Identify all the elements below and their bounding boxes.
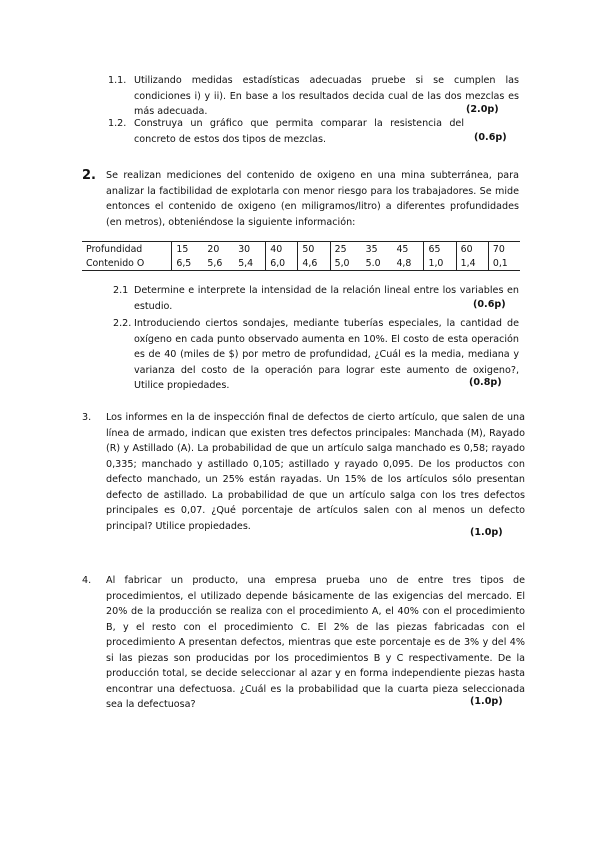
table-cell: 45 [392, 242, 424, 257]
question-4-text: Al fabricar un producto, una empresa prueba uno de entre tres tipos de procedimientos, el utilizado depende básicamente de las exigencias del mercado. El 20% de la producción se realiza con el procedimiento A, el 40% con el procedimiento B, y el resto con el procedimiento C. El 2% de las piezas fabricadas con el procedimiento A presentan defectos, mientras que este porcentaje es de 3% y del 4% si las piezas son producidas por los procedimientos B y C respectivamente. De la producción total, se decide seleccionar al azar y en forma independiente piezas hasta encontrar una defectuosa. ¿Cuál es la probabilidad que la cuarta pieza seleccionada sea la defectuosa? [106, 575, 525, 710]
table-cell: 65 [424, 242, 456, 257]
table-cell: 1,4 [456, 256, 488, 271]
table-cell: 20 [203, 242, 234, 257]
item-1-1-text: Utilizando medidas estadísticas adecuadas pruebe si se cumplen las condiciones i) y ii). En base a los resultados decida cual de las dos mezclas es más adecuada. [134, 75, 519, 117]
item-2-2-number: 2.2. [113, 318, 132, 329]
depth-oxygen-table [82, 241, 520, 271]
table-cell: 1,0 [424, 256, 456, 271]
table-cell: 35 [362, 242, 393, 257]
question-3-number: 3. [82, 412, 92, 423]
item-2-2-text: Introduciendo ciertos sondajes, mediante tuberías especiales, la cantidad de oxígeno en cada punto observado aumenta en 10%. El costo de esta operación es de 40 (miles de $) por metro de profundidad, ¿Cuál es la media, mediana y varianza del costo de la operación para lograr este aumento de oxigeno?, Utilice propiedades. [134, 318, 519, 391]
table-cell: 50 [298, 242, 330, 257]
table-cell: 4,6 [298, 256, 330, 271]
table-cell: 15 [172, 242, 204, 257]
item-2-1-points: (0.6p) [473, 299, 506, 310]
table-cell: 5,4 [234, 256, 266, 271]
table-cell: 70 [488, 242, 520, 257]
item-1-2-points: (0.6p) [474, 132, 507, 143]
table-cell: 60 [456, 242, 488, 257]
table-cell: 40 [266, 242, 298, 257]
question-3-text: Los informes en la de inspección final de defectos de cierto artículo, que salen de una línea de armado, indican que existen tres defectos principales: Manchada (M), Rayado (R) y Astillado (A). La probabilidad de que un artículo salga manchado es 0,58; rayado 0,335; manchado y astillado 0,105; astillado y rayado 0,095. De los productos con defecto manchado, un 25% están rayadas. Un 15% de los artículos sólo presentan defecto de astillado. La probabilidad de que un artículo salga con los tres defectos principales es 0,07. ¿Qué porcentaje de artículos salen con al menos un defecto principal? Utilice propiedades. [106, 412, 525, 532]
question-2-text: Se realizan mediciones del contenido de oxigeno en una mina subterránea, para analizar la factibilidad de explotarla con menor riesgo para los trabajadores. Se mide entonces el contenido de oxigeno (en miligramos/litro) a diferentes profundidades (en metros), obteniéndose la siguiente información: [106, 170, 519, 228]
item-1-1-number: 1.1. [108, 75, 127, 86]
table-cell: 25 [330, 242, 362, 257]
question-3-points: (1.0p) [470, 527, 503, 538]
item-2-1-text: Determine e interprete la intensidad de la relación lineal entre los variables en estudio. [134, 285, 519, 312]
item-1-1-points: (2.0p) [466, 104, 499, 115]
table-cell: 5.0 [362, 256, 393, 271]
table-cell: 5,6 [203, 256, 234, 271]
item-2-1-number: 2.1 [113, 285, 129, 296]
table-row-oxygen [82, 256, 520, 271]
row-label-depth: Profundidad [82, 242, 172, 257]
table-cell: 4,8 [392, 256, 424, 271]
item-2-2-points: (0.8p) [469, 377, 502, 388]
table-cell: 0,1 [488, 256, 520, 271]
table-row-depth [82, 242, 520, 257]
question-4-points: (1.0p) [470, 696, 503, 707]
question-2-number: 2. [82, 168, 96, 183]
table-cell: 5,0 [330, 256, 362, 271]
question-4-number: 4. [82, 575, 92, 586]
row-label-oxygen: Contenido O [82, 256, 172, 271]
table-cell: 30 [234, 242, 266, 257]
table-cell: 6,0 [266, 256, 298, 271]
item-1-2-number: 1.2. [108, 118, 127, 129]
item-1-2-text: Construya un gráfico que permita comparar la resistencia del concreto de estos dos tipos de mezclas. [134, 118, 464, 145]
table-cell: 6,5 [172, 256, 204, 271]
